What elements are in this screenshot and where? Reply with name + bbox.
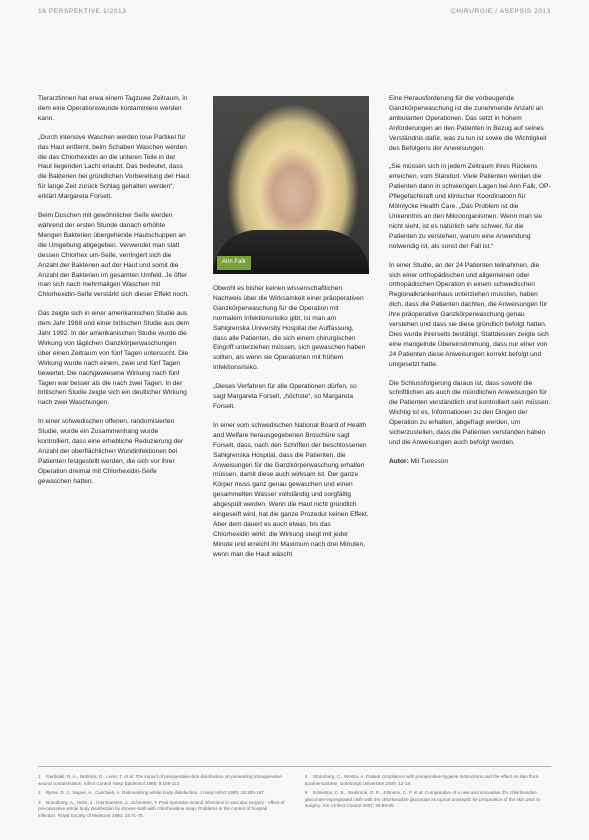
footnote-text: Edmiston, C. E., Seabrook, G. R., Johnson, C. P. et al. Comparative of a new and innovative 2% chlorhexidine gluconate-impregnated cloth with 4% chlorhexidine gluconate as topical antiseptic for preparation of the skin prior to surgery. Am J Infect Control 2007; 35:89-96.	[305, 790, 541, 809]
author-line	[389, 457, 551, 467]
column-middle	[213, 96, 369, 569]
footnote-number: 2	[38, 790, 41, 796]
footnotes-left	[38, 774, 286, 823]
paragraph: Die Schlussfolgerung daraus ist, dass sowohl die schriftlichen als auch die mündlichen Anweisungen für die Patienten verständlich und kontrolliert sein müssen. Wichtig ist es, Informationen zu den Dingen der Operation zu erhalten, abgefragt werden, um sicherzustellen, dass die Patienten verstanden haben und die Anweisungen auch befolgt werden.	[389, 379, 551, 446]
footnote	[38, 800, 286, 820]
paragraph: In einer vom schwedischen National Board of Health and Welfare herausgegebenen Broschüre sagt Forselt, dass, nach den Schriften der beschlossenen Sahlgrenska Hospital, dass die Patienten, die Anweisungen für die Ganzkörperwaschung erhalten müssen, damit diese auch wirksam ist. Der ganze Körper muss ganz genau gewaschen und einen gesammelten Wasser vollständig und sorgfältig abgespült werden. Wenn die Haut nicht gründlich eingeseift wird, hat die ganze Prozedur keinen Effekt. Aber dem dauert es auch etwas, bis das Chlorhexidin wirkt: die Wirkung steigt mit jeder Minute und erreicht ihr Maximum nach drei Minuten, wenn man die Haut wäscht	[213, 421, 369, 558]
paragraph: Das zeigte sich in einer amerikanischen Studie aus dem Jahr 1988 und einer britischen Studie aus dem Jahr 1992. In der amerikanischen Studie wurde die Wirkung von täglichen Ganzkörperwaschungen über einen Zeitraum von fünf Tagen untersucht. Die Wirkung wurde nach einem, zwei und fünf Tagen bewertet. Die nachgewiesene Wirkung nach fünf Tagen war besser als die nach zwei Tagen. In der britischen Studie zeigte sich ein deutlicher Wirkung nach zwei Waschungen.	[38, 310, 190, 407]
footnote-text: Garibaldi, R. A., Skolnick, D., Lerer, T. et al. The impact of preoperative skin disinfection on preventing intraoperative wound contamination. Infect Control Hosp Epidemiol 1988; 9:109-113.	[38, 774, 282, 786]
footnote	[38, 774, 286, 787]
footnote-text: Brandberg, A., Holm, J., Hammarsten, J., Schersten, T. Post-operative wound infections in vascular surgery - effect of pre-operative whole body disinfection by shower-bath with chlorhexidine soap. Problems in the control of hospital infection. Royal Society of Medicine 1980; 23:71-75.	[38, 799, 285, 818]
paragraph: In einer schwedischen offenen, randomisierten Studie, wurde ein Zusammenhang wurde kontrolliert, dass eine erhebliche Reduzierung der Anzahl der oberflächlichen Wundinfektionen bei Patienten festgestellt werden, die sich vor ihrer Operation dreimal mit Chlorhexidin-Seife gewaschen hatten.	[38, 418, 184, 485]
footnote-number: 4	[305, 774, 308, 779]
column-middle-body	[213, 284, 369, 560]
footnote-text: Stromberg, C., Westin, A. Patient compliance with preoperative hygiene instructions and the effect on skin flora. Examensarbete, Göteborgs Universitet 2009; 12-19.	[305, 774, 540, 786]
footnote-divider	[38, 766, 551, 767]
paragraph: In einer Studie, an der 24 Patienten teilnahmen, die sich einer orthopädischen und allgemeinen oder orthopädischen Operation in einem schwedischen Regionalkrankenhaus unterziehen mussten, haben dich, dass die Patienten dachten, die Anweisungen für ihre präoperative Ganzkörperwaschung genau verstehen und dass sie diese gründlich befolgt hatten. Dies wurde ihrerseits bestätigt. Stattdessen zeigte sich eine mangelnde Übereinstimmung, dass nur einer von 24 Patienten diese Anweisungen korrekt befolgt und umgesetzt hatte.	[389, 261, 549, 368]
running-header	[38, 8, 551, 15]
photo-caption: Ann Falk	[217, 256, 251, 270]
paragraph: Beim Duschen mit gewöhnlicher Seife werden während der ersten Stunde danach erhöhte Mengen Bakterien übergehende Hautschuppen an die Umgebung abgegeben. Verwendet man statt dessen Chlorhex um-Seife, verringert sich die Anzahl der Bakterien auf der Haut und somit die Anzahl der Bakterien im gesamten Umfeld. Je öfter man sich nach mehrmaligen Waschen mit Chlorhexidin-Seife verstärkt sich dieser Effekt noch.	[38, 212, 189, 299]
paragraph: „Sie müssen sich in jedem Zeitraum ihres Rückens erreichen, vom Standort. Viele Patienten werden die Patienten dann in schwierigen Lagen bei Ann Falk, OP-Pflegefachkraft und klinischer Koordinatorin für Mölnlycke Health Care. „Das Problem ist die Unkenntnis an den Mikroorganismen. Wenn man sie nicht sieht, ist es natürlich sehr schwer, für die Patienten zu verstehen, warum eine Anwendung notwendig ist, als sonst der Fall ist.“	[389, 163, 551, 250]
paragraph: Tierarztinnen hat erwa einem Tagzuwe Zeitraum, in dem eine Operationswunde kontaminiere werden kann.	[38, 95, 188, 122]
header-left: 16 PERSPEKTIVE 1/2013	[38, 8, 127, 15]
footnotes-right	[305, 774, 551, 813]
paragraph: „Dieses Verfahren für alle Operationen dürfen, so sagt Margareta Forselt, „höchste“, so Margareta Forselt.	[213, 383, 357, 410]
footnote	[305, 774, 551, 787]
footnote-text: Byrne, D. J., Napier, A., Cuschieri, A. Rationalizing whole body disinfection. J Hosp Infect 1990; 15:183-187.	[46, 790, 266, 796]
paragraph: „Durch intensive Waschen werden lose Partikel für das Haut entfernt, beim Schaben Waschen werden die das Chlorhexidin an die unteren Teile in der Haut liegenden Lacht erlaubt. Das bedeutet, dass die Bakterien bei gründlichen Vorbereitung der Haut für lange Zeit zurück Schlag gehalten werden“, erklärt Margareta Forselt.	[38, 133, 190, 201]
footnote-number: 3	[38, 799, 41, 805]
paragraph: Obwohl es bisher keinen wissenschaftlichen Nachweis über die Wirksamkeit einer präoperativen Ganzkörperwaschung für die Operation mit normalem Infektionsrisiko gibt, ist man am Sahlgrenska University Hospital der Auffassung, dass alle Patienten, die sich einem chirurgischen Eingriff unterziehen müssen, sich gewaschen haben sollten, als wenn sie Operationen mit frühem Infektionsrisiko.	[213, 285, 366, 372]
footnote	[305, 790, 551, 810]
footnote-number: 1	[38, 774, 41, 779]
portrait-photo	[213, 96, 369, 274]
column-right	[389, 94, 551, 476]
header-right: CHIRURGIE / ASEPSIS 2013	[450, 8, 551, 15]
paragraph: Eine Herausforderung für die vorbeugende Ganzkörperwaschung ist die zunehmende Anzahl an ambulanten Operationen. Das setzt in hohem Anforderungen an den Patienten in Bezug auf seines Verständnis dafür, was zu tun ist sowie die Wichtigkeit des Befolgens der Anweisungen.	[389, 95, 547, 152]
footnote-number: 5	[305, 790, 308, 796]
author-name: Mil Turesson	[410, 457, 449, 465]
author-label: Autor:	[389, 457, 409, 465]
footnote	[38, 790, 286, 797]
column-left	[38, 94, 190, 496]
